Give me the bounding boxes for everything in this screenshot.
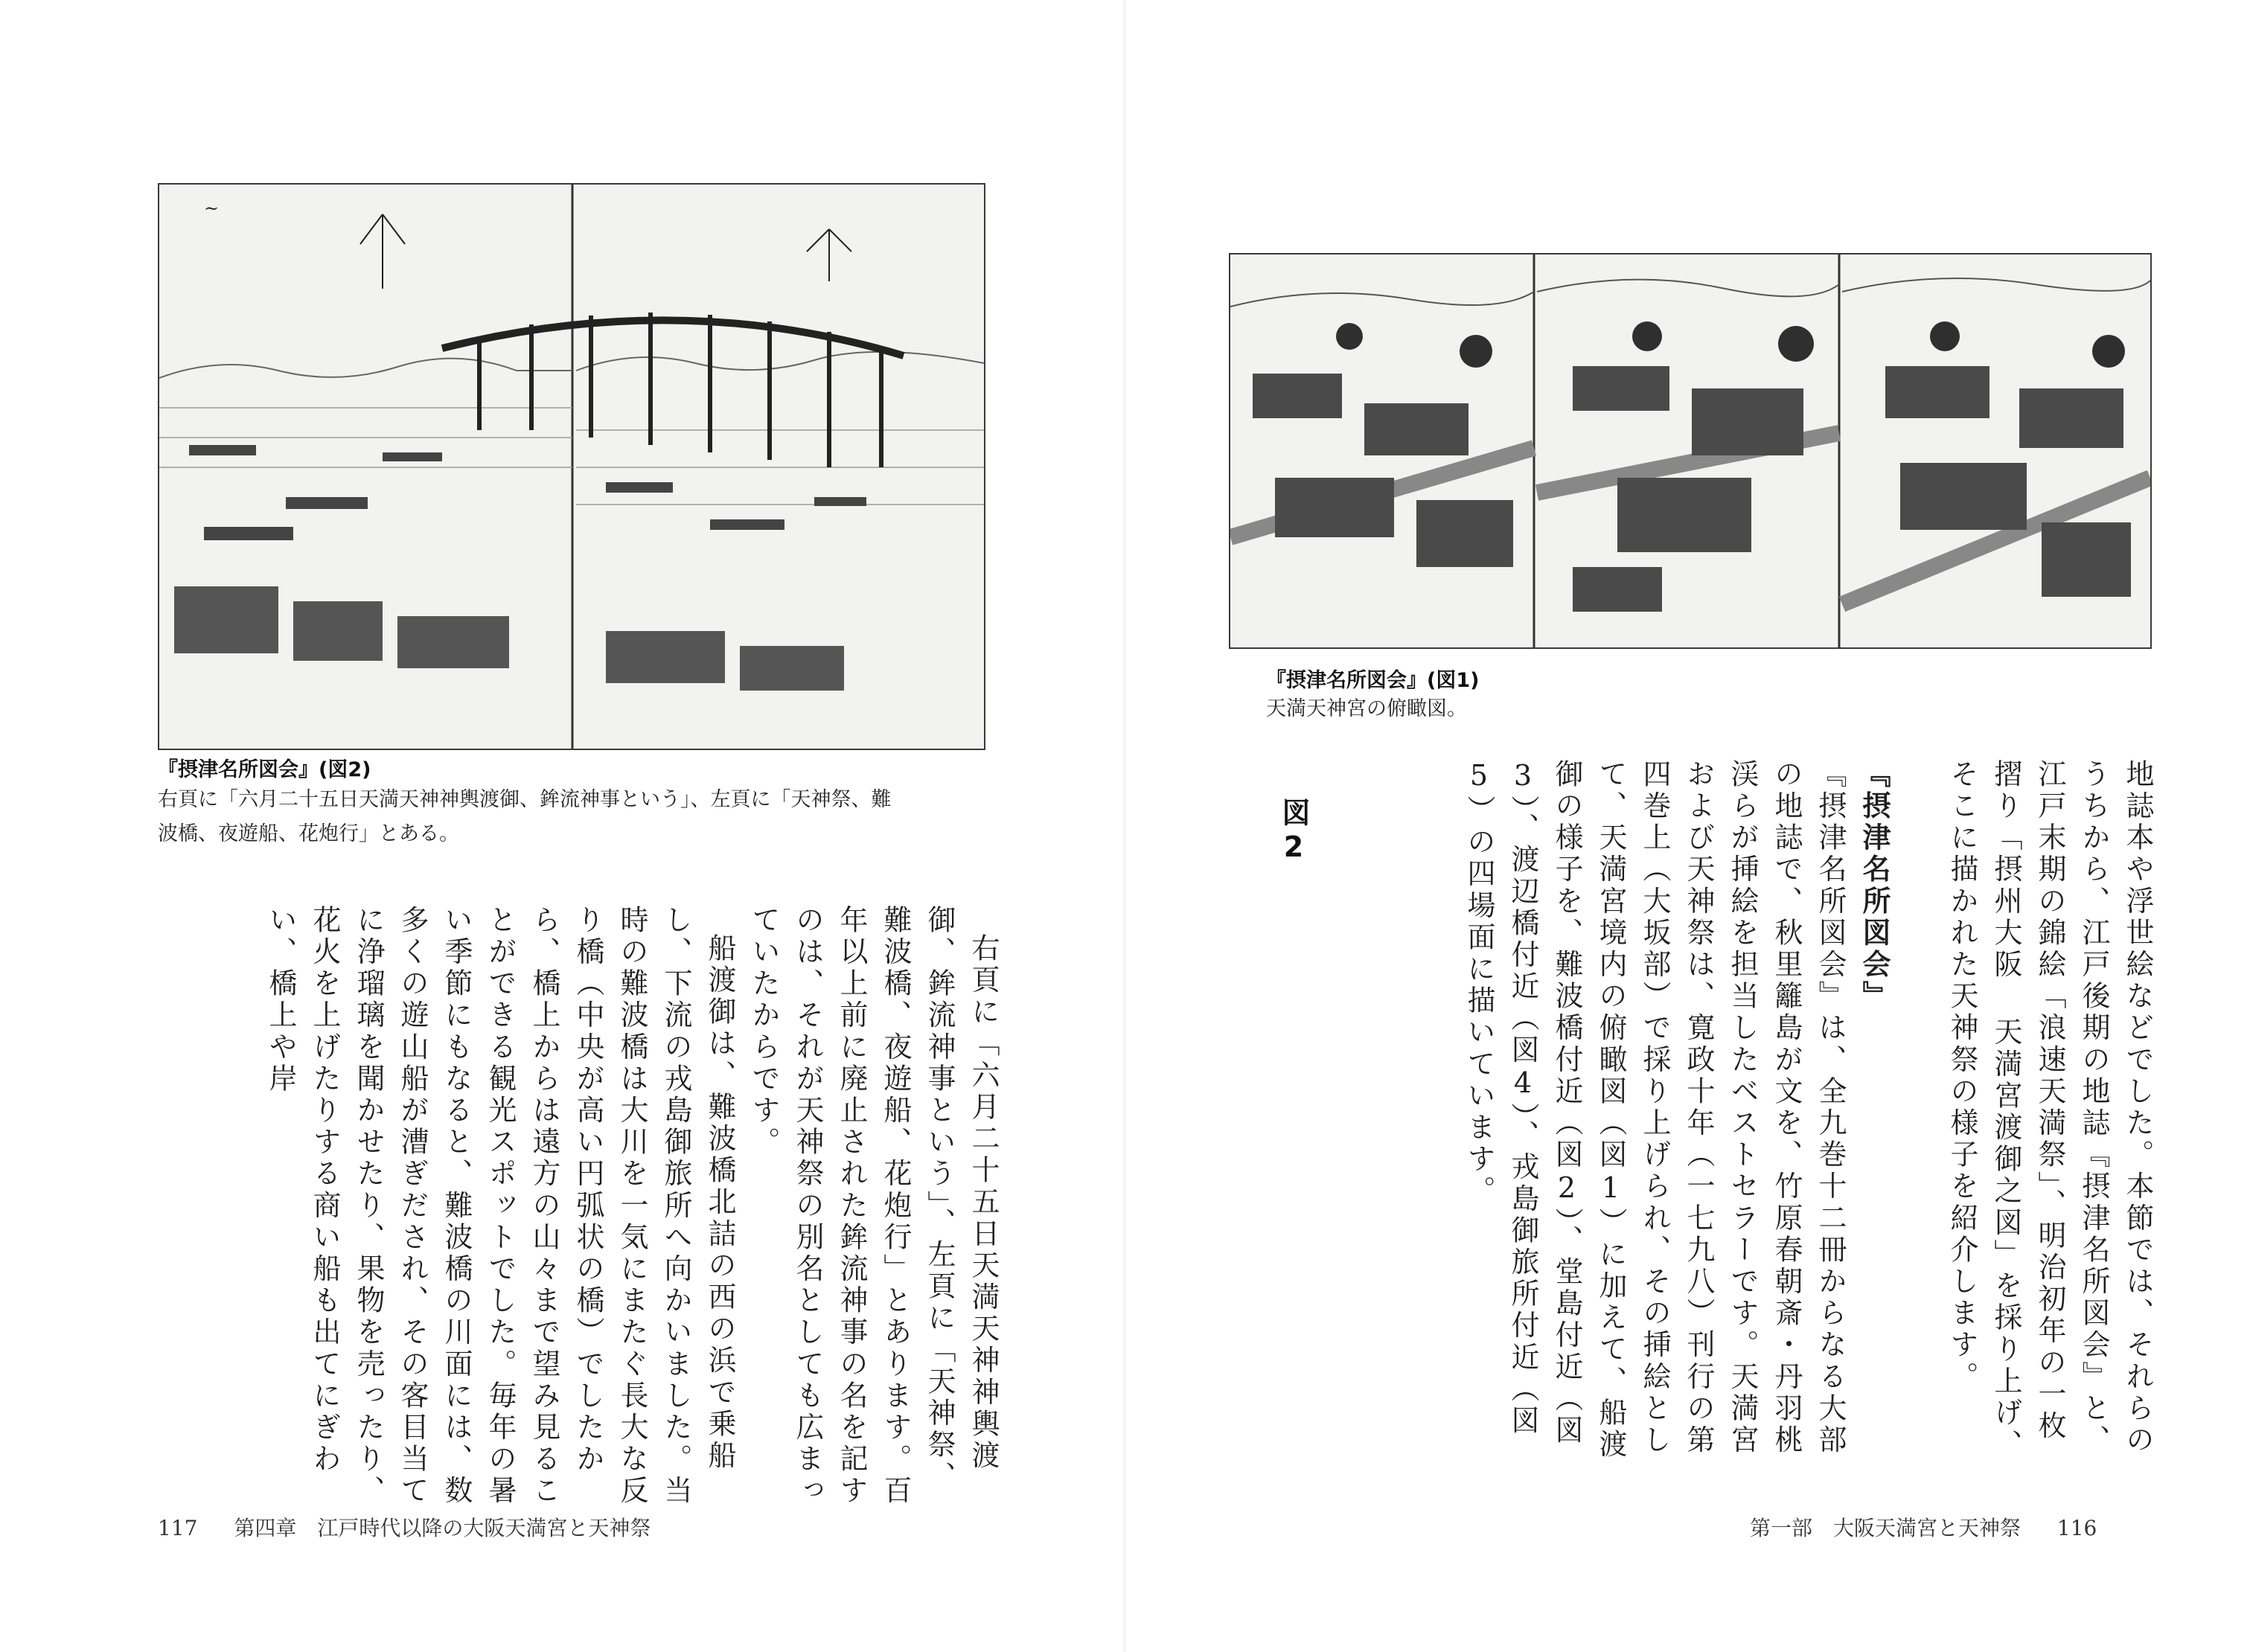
body-intro: 地誌本や浮世絵などでした。本節では、それらのうちから、江戸後期の地誌『摂津名所図会』と、江戸末期の錦絵「浪速天満祭」、明治初年の一枚摺り「摂州大阪 天満宮渡御之図」を採り上げ、そこに描かれた天神祭の様子を紹介します。 [1946, 759, 2154, 1461]
figure-1-caption-title: 『摂津名所図会』(図1) [1266, 669, 1480, 692]
section-heading: 『摂津名所図会』 [1858, 759, 1891, 1013]
svg-text:~: ~ [204, 198, 220, 219]
page-number: 117 [158, 1516, 198, 1540]
running-header: 第四章 江戸時代以降の大阪天満宮と天神祭 [234, 1516, 651, 1540]
figure-2-illustration [158, 183, 985, 750]
right-page [1125, 0, 2250, 1652]
running-header: 第一部 大阪天満宮と天神祭 [1750, 1516, 2022, 1540]
figure-2-caption-title: 『摂津名所図会』(図2) [158, 758, 371, 781]
body-paragraph: 右頁に「六月二十五日天満天神神輿渡御、鉾流神事という」、左頁に「天神祭、難波橋、夜遊船、花炮行」とあります。百年以上前に廃止された鉾流神事の名を記すのは、それが天神祭の別名としても広まっていたからです。 [747, 905, 1000, 1508]
page-number: 116 [2056, 1516, 2097, 1540]
section-body: 『摂津名所図会』は、全九巻十二冊からなる大部の地誌で、秋里籬島が文を、竹原春朝斎・丹羽桃渓らが挿絵を担当したベストセラーです。天満宮および天神祭は、寛政十年（一七九八）刊行の第四巻上（大坂部）で採り上げられ、その挿絵として、天満宮境内の俯瞰図（図1）に加えて、船渡御の様子を、難波橋付近（図2）、堂島付近（図3）、渡辺橋付近（図4）、戎島御旅所付近（図5）の四場面に描いています。 [1463, 759, 1847, 1461]
figure-1-caption-line-1: 天満天神宮の俯瞰図。 [1266, 697, 1467, 720]
right-page-body-text [1326, 759, 2159, 1473]
figure-1-illustration [1229, 253, 2152, 649]
left-page-footer [158, 1512, 651, 1542]
figure-2-caption-line-1: 右頁に「六月二十五日天満天神神輿渡御、鉾流神事という」、左頁に「天神祭、難 [158, 788, 892, 811]
figure-2-caption-line-2: 波橋、夜遊船、花炮行」とある。 [158, 822, 459, 845]
figure-2-marker: 図2 [1277, 798, 1310, 868]
body-paragraph: 船渡御は、難波橋北詰の西の浜で乗船し、下流の戎島御旅所へ向かいました。当時の難波橋は大川を一気にまたぐ長大な反り橋（中央が高い円弧状の橋）でしたから、橋上からは遠方の山々まで望み見ることができる観光スポットでした。毎年の暑い季節にもなると、難波橋の川面には、数多くの遊山船が漕ぎだされ、その客目当てに浄瑠璃を聞かせたり、果物を売ったり、花火を上げたりする商い船も出てにぎわい、橋上や岸 [264, 905, 736, 1508]
right-page-footer [1750, 1512, 2126, 1542]
left-page-body-text [186, 905, 1005, 1515]
